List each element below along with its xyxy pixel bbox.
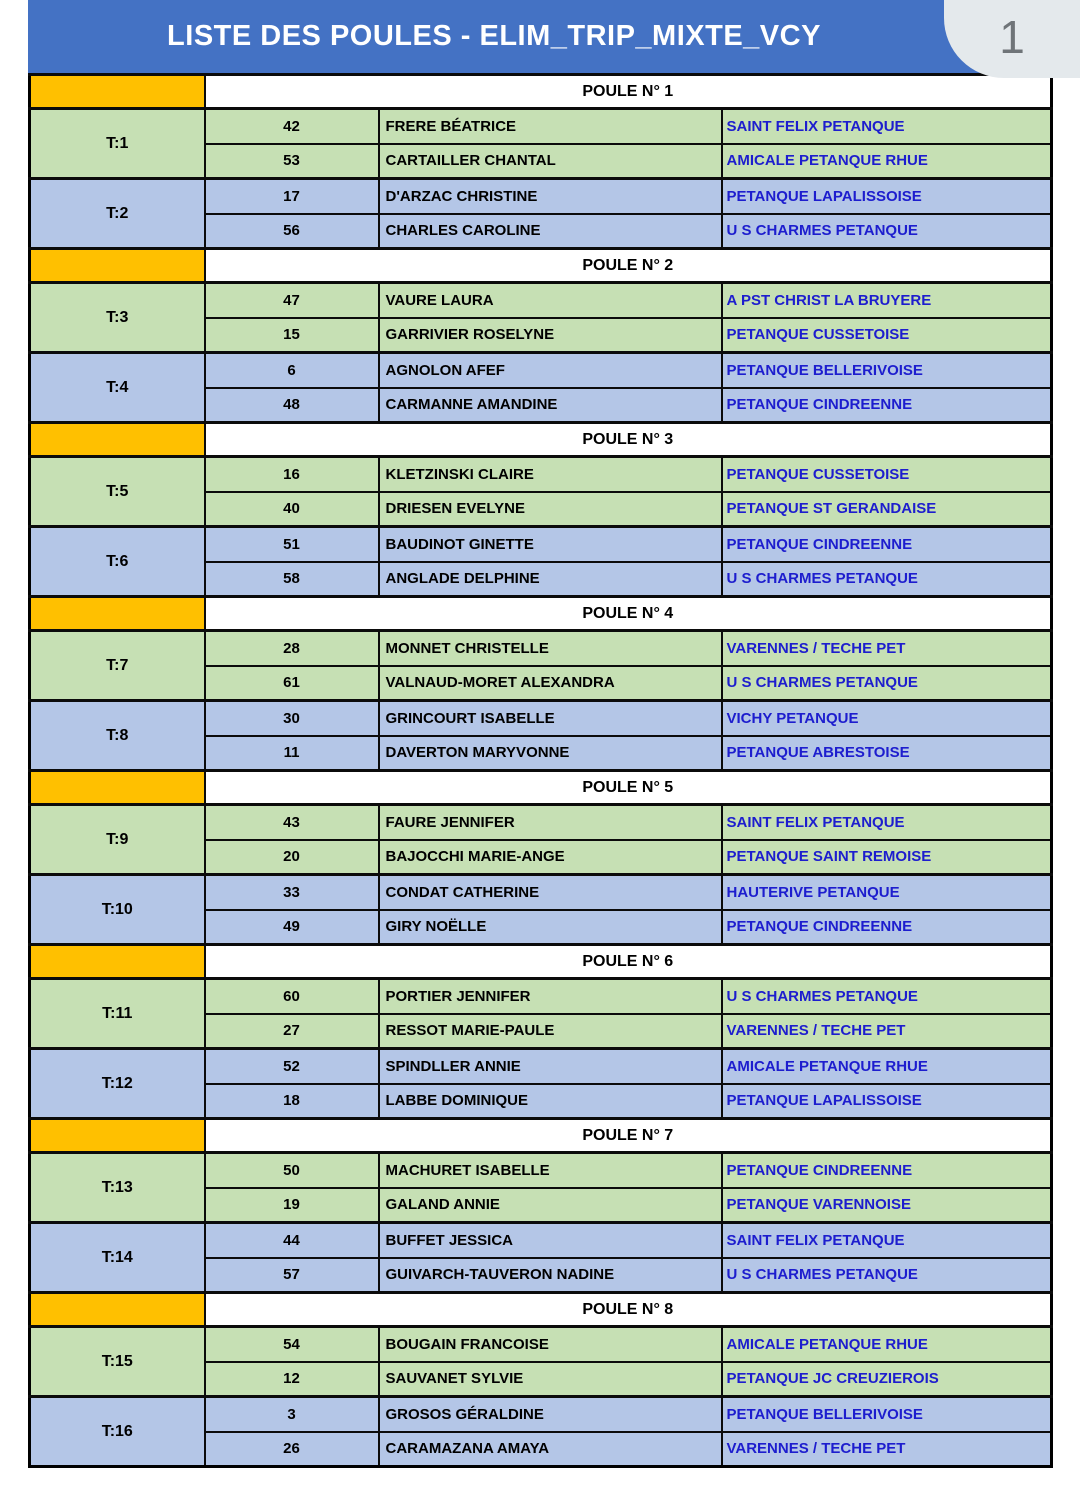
player-club: AMICALE PETANQUE RHUE bbox=[722, 1049, 1052, 1084]
team-label: T:11 bbox=[30, 979, 205, 1049]
pool-corner-cell bbox=[30, 597, 205, 631]
pool-header-row bbox=[30, 249, 1052, 283]
player-name: FAURE JENNIFER bbox=[379, 805, 722, 840]
player-name: PORTIER JENNIFER bbox=[379, 979, 722, 1014]
player-name: BOUGAIN FRANCOISE bbox=[379, 1327, 722, 1362]
pool-title: POULE N° 2 bbox=[205, 249, 1052, 283]
player-name: CARMANNE AMANDINE bbox=[379, 388, 722, 423]
player-name: BAJOCCHI MARIE-ANGE bbox=[379, 840, 722, 875]
player-club: VARENNES / TECHE PET bbox=[722, 631, 1052, 666]
player-name: CARTAILLER CHANTAL bbox=[379, 144, 722, 179]
player-number: 33 bbox=[205, 875, 379, 910]
player-club: AMICALE PETANQUE RHUE bbox=[722, 1327, 1052, 1362]
team-label: T:9 bbox=[30, 805, 205, 875]
player-number: 19 bbox=[205, 1188, 379, 1223]
team-label: T:12 bbox=[30, 1049, 205, 1119]
player-name: GARRIVIER ROSELYNE bbox=[379, 318, 722, 353]
player-row bbox=[30, 1153, 1052, 1188]
player-club: U S CHARMES PETANQUE bbox=[722, 1258, 1052, 1293]
team-label: T:3 bbox=[30, 283, 205, 353]
player-number: 53 bbox=[205, 144, 379, 179]
player-row bbox=[30, 805, 1052, 840]
team-label: T:1 bbox=[30, 109, 205, 179]
pool-corner-cell bbox=[30, 1119, 205, 1153]
player-number: 54 bbox=[205, 1327, 379, 1362]
player-club: AMICALE PETANQUE RHUE bbox=[722, 144, 1052, 179]
player-name: ANGLADE DELPHINE bbox=[379, 562, 722, 597]
player-number: 28 bbox=[205, 631, 379, 666]
team-label: T:7 bbox=[30, 631, 205, 701]
player-name: KLETZINSKI CLAIRE bbox=[379, 457, 722, 492]
pool-header-row bbox=[30, 771, 1052, 805]
player-number: 57 bbox=[205, 1258, 379, 1293]
player-row bbox=[30, 979, 1052, 1014]
player-club: HAUTERIVE PETANQUE bbox=[722, 875, 1052, 910]
player-club: PETANQUE ABRESTOISE bbox=[722, 736, 1052, 771]
player-club: PETANQUE BELLERIVOISE bbox=[722, 353, 1052, 388]
player-club: PETANQUE BELLERIVOISE bbox=[722, 1397, 1052, 1432]
pool-title: POULE N° 3 bbox=[205, 423, 1052, 457]
player-club: PETANQUE VARENNOISE bbox=[722, 1188, 1052, 1223]
page-title: LISTE DES POULES - ELIM_TRIP_MIXTE_VCY bbox=[167, 20, 821, 52]
player-number: 3 bbox=[205, 1397, 379, 1432]
player-number: 47 bbox=[205, 283, 379, 318]
player-name: GUIVARCH-TAUVERON NADINE bbox=[379, 1258, 722, 1293]
pool-corner-cell bbox=[30, 423, 205, 457]
team-label: T:2 bbox=[30, 179, 205, 249]
player-club: PETANQUE SAINT REMOISE bbox=[722, 840, 1052, 875]
player-number: 42 bbox=[205, 109, 379, 144]
player-row bbox=[30, 353, 1052, 388]
player-name: MACHURET ISABELLE bbox=[379, 1153, 722, 1188]
player-number: 44 bbox=[205, 1223, 379, 1258]
player-club: PETANQUE LAPALISSOISE bbox=[722, 179, 1052, 214]
player-name: LABBE DOMINIQUE bbox=[379, 1084, 722, 1119]
pool-header-row bbox=[30, 1119, 1052, 1153]
pool-header-row bbox=[30, 75, 1052, 109]
pool-header-row bbox=[30, 423, 1052, 457]
player-club: PETANQUE LAPALISSOISE bbox=[722, 1084, 1052, 1119]
player-number: 16 bbox=[205, 457, 379, 492]
page-number: 1 bbox=[999, 11, 1025, 63]
team-label: T:15 bbox=[30, 1327, 205, 1397]
pool-header-row bbox=[30, 945, 1052, 979]
team-label: T:10 bbox=[30, 875, 205, 945]
pool-corner-cell bbox=[30, 75, 205, 109]
player-row bbox=[30, 109, 1052, 144]
player-name: GALAND ANNIE bbox=[379, 1188, 722, 1223]
player-number: 60 bbox=[205, 979, 379, 1014]
pool-title: POULE N° 6 bbox=[205, 945, 1052, 979]
player-number: 56 bbox=[205, 214, 379, 249]
player-number: 52 bbox=[205, 1049, 379, 1084]
player-row bbox=[30, 1397, 1052, 1432]
player-name: SAUVANET SYLVIE bbox=[379, 1362, 722, 1397]
pool-header-row bbox=[30, 1293, 1052, 1327]
player-name: BAUDINOT GINETTE bbox=[379, 527, 722, 562]
player-number: 15 bbox=[205, 318, 379, 353]
player-row bbox=[30, 1049, 1052, 1084]
player-club: U S CHARMES PETANQUE bbox=[722, 562, 1052, 597]
player-number: 18 bbox=[205, 1084, 379, 1119]
player-number: 50 bbox=[205, 1153, 379, 1188]
player-row bbox=[30, 179, 1052, 214]
player-club: SAINT FELIX PETANQUE bbox=[722, 109, 1052, 144]
player-row bbox=[30, 457, 1052, 492]
pool-title: POULE N° 1 bbox=[205, 75, 1052, 109]
player-number: 6 bbox=[205, 353, 379, 388]
player-name: GIRY NOËLLE bbox=[379, 910, 722, 945]
player-name: FRERE BÉATRICE bbox=[379, 109, 722, 144]
team-label: T:8 bbox=[30, 701, 205, 771]
team-label: T:16 bbox=[30, 1397, 205, 1467]
player-number: 48 bbox=[205, 388, 379, 423]
player-number: 58 bbox=[205, 562, 379, 597]
player-row bbox=[30, 1327, 1052, 1362]
pool-title: POULE N° 4 bbox=[205, 597, 1052, 631]
player-number: 17 bbox=[205, 179, 379, 214]
player-name: BUFFET JESSICA bbox=[379, 1223, 722, 1258]
player-name: VALNAUD-MORET ALEXANDRA bbox=[379, 666, 722, 701]
player-club: PETANQUE CINDREENNE bbox=[722, 1153, 1052, 1188]
player-name: VAURE LAURA bbox=[379, 283, 722, 318]
player-name: CARAMAZANA AMAYA bbox=[379, 1432, 722, 1467]
player-number: 27 bbox=[205, 1014, 379, 1049]
player-row bbox=[30, 631, 1052, 666]
pool-title: POULE N° 5 bbox=[205, 771, 1052, 805]
player-number: 26 bbox=[205, 1432, 379, 1467]
player-number: 11 bbox=[205, 736, 379, 771]
player-club: PETANQUE CUSSETOISE bbox=[722, 457, 1052, 492]
team-label: T:13 bbox=[30, 1153, 205, 1223]
player-club: PETANQUE CINDREENNE bbox=[722, 910, 1052, 945]
player-club: PETANQUE CINDREENNE bbox=[722, 527, 1052, 562]
team-label: T:6 bbox=[30, 527, 205, 597]
player-number: 49 bbox=[205, 910, 379, 945]
player-club: VARENNES / TECHE PET bbox=[722, 1432, 1052, 1467]
player-number: 30 bbox=[205, 701, 379, 736]
player-name: D'ARZAC CHRISTINE bbox=[379, 179, 722, 214]
player-row bbox=[30, 701, 1052, 736]
player-number: 12 bbox=[205, 1362, 379, 1397]
player-name: GROSOS GÉRALDINE bbox=[379, 1397, 722, 1432]
player-club: SAINT FELIX PETANQUE bbox=[722, 1223, 1052, 1258]
player-club: VICHY PETANQUE bbox=[722, 701, 1052, 736]
player-row bbox=[30, 1223, 1052, 1258]
player-name: CHARLES CAROLINE bbox=[379, 214, 722, 249]
pool-corner-cell bbox=[30, 945, 205, 979]
player-club: SAINT FELIX PETANQUE bbox=[722, 805, 1052, 840]
player-number: 40 bbox=[205, 492, 379, 527]
player-name: DAVERTON MARYVONNE bbox=[379, 736, 722, 771]
player-club: U S CHARMES PETANQUE bbox=[722, 666, 1052, 701]
player-name: GRINCOURT ISABELLE bbox=[379, 701, 722, 736]
pool-corner-cell bbox=[30, 771, 205, 805]
team-label: T:4 bbox=[30, 353, 205, 423]
player-number: 61 bbox=[205, 666, 379, 701]
player-number: 20 bbox=[205, 840, 379, 875]
player-row bbox=[30, 283, 1052, 318]
player-club: VARENNES / TECHE PET bbox=[722, 1014, 1052, 1049]
player-row bbox=[30, 875, 1052, 910]
player-name: CONDAT CATHERINE bbox=[379, 875, 722, 910]
player-row bbox=[30, 527, 1052, 562]
title-bar bbox=[28, 0, 1050, 73]
player-club: PETANQUE CUSSETOISE bbox=[722, 318, 1052, 353]
player-club: U S CHARMES PETANQUE bbox=[722, 979, 1052, 1014]
player-club: PETANQUE ST GERANDAISE bbox=[722, 492, 1052, 527]
pool-title: POULE N° 8 bbox=[205, 1293, 1052, 1327]
player-name: AGNOLON AFEF bbox=[379, 353, 722, 388]
player-name: DRIESEN EVELYNE bbox=[379, 492, 722, 527]
player-name: MONNET CHRISTELLE bbox=[379, 631, 722, 666]
player-club: PETANQUE CINDREENNE bbox=[722, 388, 1052, 423]
player-name: SPINDLLER ANNIE bbox=[379, 1049, 722, 1084]
team-label: T:14 bbox=[30, 1223, 205, 1293]
player-club: A PST CHRIST LA BRUYERE bbox=[722, 283, 1052, 318]
team-label: T:5 bbox=[30, 457, 205, 527]
pool-header-row bbox=[30, 597, 1052, 631]
pool-corner-cell bbox=[30, 1293, 205, 1327]
player-number: 43 bbox=[205, 805, 379, 840]
player-club: PETANQUE JC CREUZIEROIS bbox=[722, 1362, 1052, 1397]
player-club: U S CHARMES PETANQUE bbox=[722, 214, 1052, 249]
pools-table bbox=[28, 73, 1053, 1468]
pool-title: POULE N° 7 bbox=[205, 1119, 1052, 1153]
pool-corner-cell bbox=[30, 249, 205, 283]
player-number: 51 bbox=[205, 527, 379, 562]
player-name: RESSOT MARIE-PAULE bbox=[379, 1014, 722, 1049]
